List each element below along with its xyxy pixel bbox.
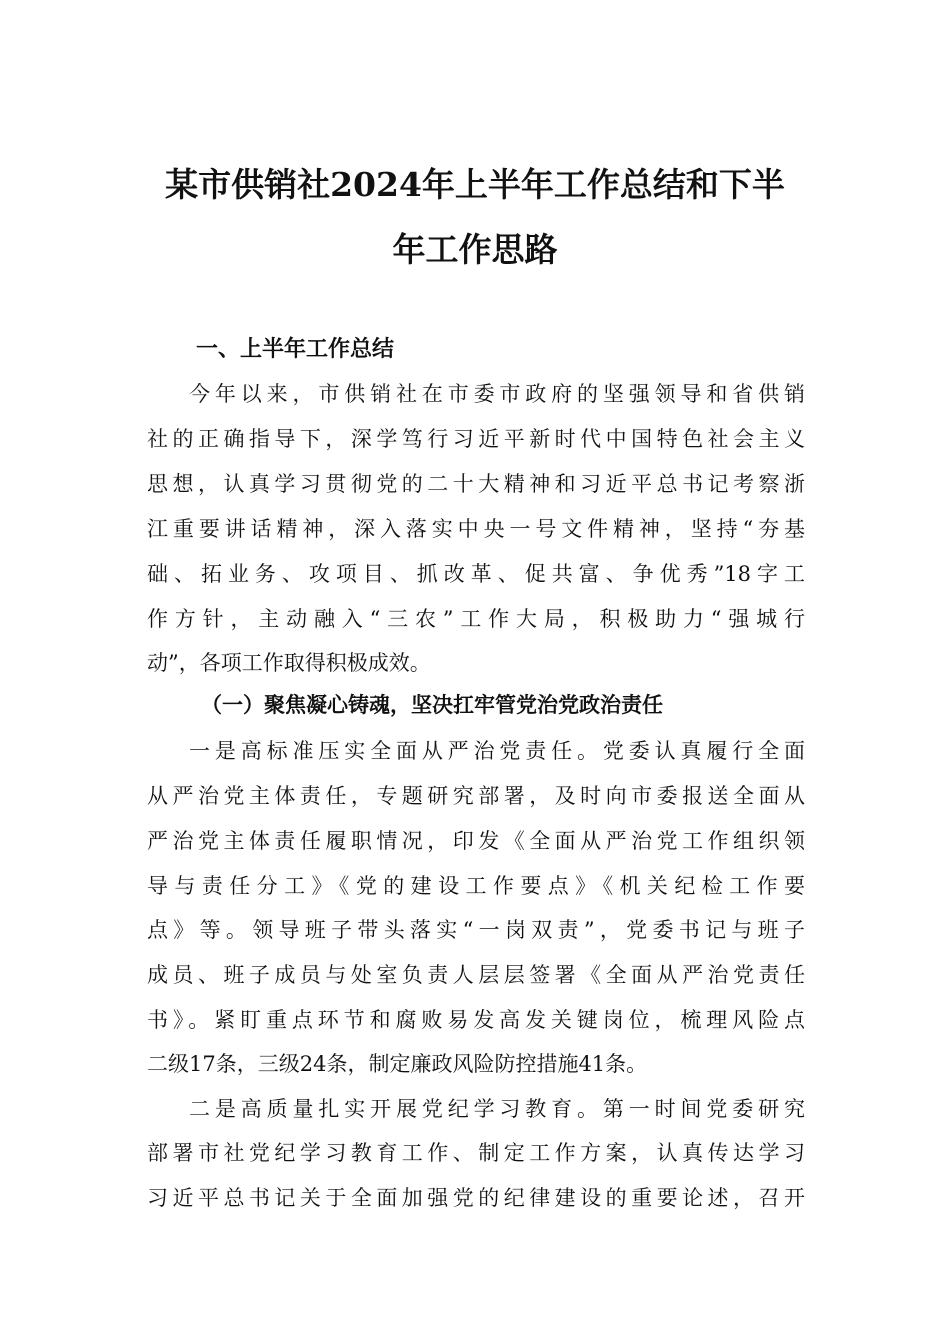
paragraph-line: 点》等。领导班子带头落实“一岗双责”，党委书记与班子 [147,918,805,942]
document-title-line-2: 年工作思路 [392,230,558,269]
paragraph-line: 今年以来，市供销社在市委市政府的坚强领导和省供销 [189,382,805,406]
section-heading: 一、上半年工作总结 [196,337,395,362]
paragraph-line: 二级17条，三级24条，制定廉政风险防控措施41条。 [147,1052,648,1076]
paragraph-line: 动”，各项工作取得积极成效。 [147,651,431,675]
paragraph-line: 习近平总书记关于全面加强党的纪律建设的重要论述，召开 [147,1186,805,1210]
paragraph-line: 部署市社党纪学习教育工作、制定工作方案，认真传达学习 [147,1141,805,1165]
paragraph-line: 成员、班子成员与处室负责人层层签署《全面从严治党责任 [147,963,805,987]
paragraph-line: 导与责任分工》《党的建设工作要点》《机关纪检工作要 [147,874,805,898]
paragraph-line: 从严治党主体责任，专题研究部署，及时向市委报送全面从 [147,784,805,808]
paragraph-line: 社的正确指导下，深学笃行习近平新时代中国特色社会主义 [147,427,805,451]
document-title-line-1: 某市供销社2024年上半年工作总结和下半 [165,165,785,204]
paragraph-line: 江重要讲话精神，深入落实中央一号文件精神，坚持“夯基 [147,517,805,541]
paragraph-line: 书》。紧盯重点环节和腐败易发高发关键岗位，梳理风险点 [147,1008,805,1032]
paragraph-line: 二是高质量扎实开展党纪学习教育。第一时间党委研究 [189,1097,805,1121]
paragraph-line: 严治党主体责任履职情况，印发《全面从严治党工作组织领 [147,829,805,853]
paragraph-line: 础、拓业务、攻项目、抓改革、促共富、争优秀”18字工 [147,562,805,586]
paragraph-line: 一是高标准压实全面从严治党责任。党委认真履行全面 [189,739,805,763]
paragraph-line: 作方针，主动融入“三农”工作大局，积极助力“强城行 [147,607,805,631]
paragraph-line: 思想，认真学习贯彻党的二十大精神和习近平总书记考察浙 [147,472,805,496]
subsection-heading: （一）聚焦凝心铸魂，坚决扛牢管党治党政治责任 [201,692,663,717]
